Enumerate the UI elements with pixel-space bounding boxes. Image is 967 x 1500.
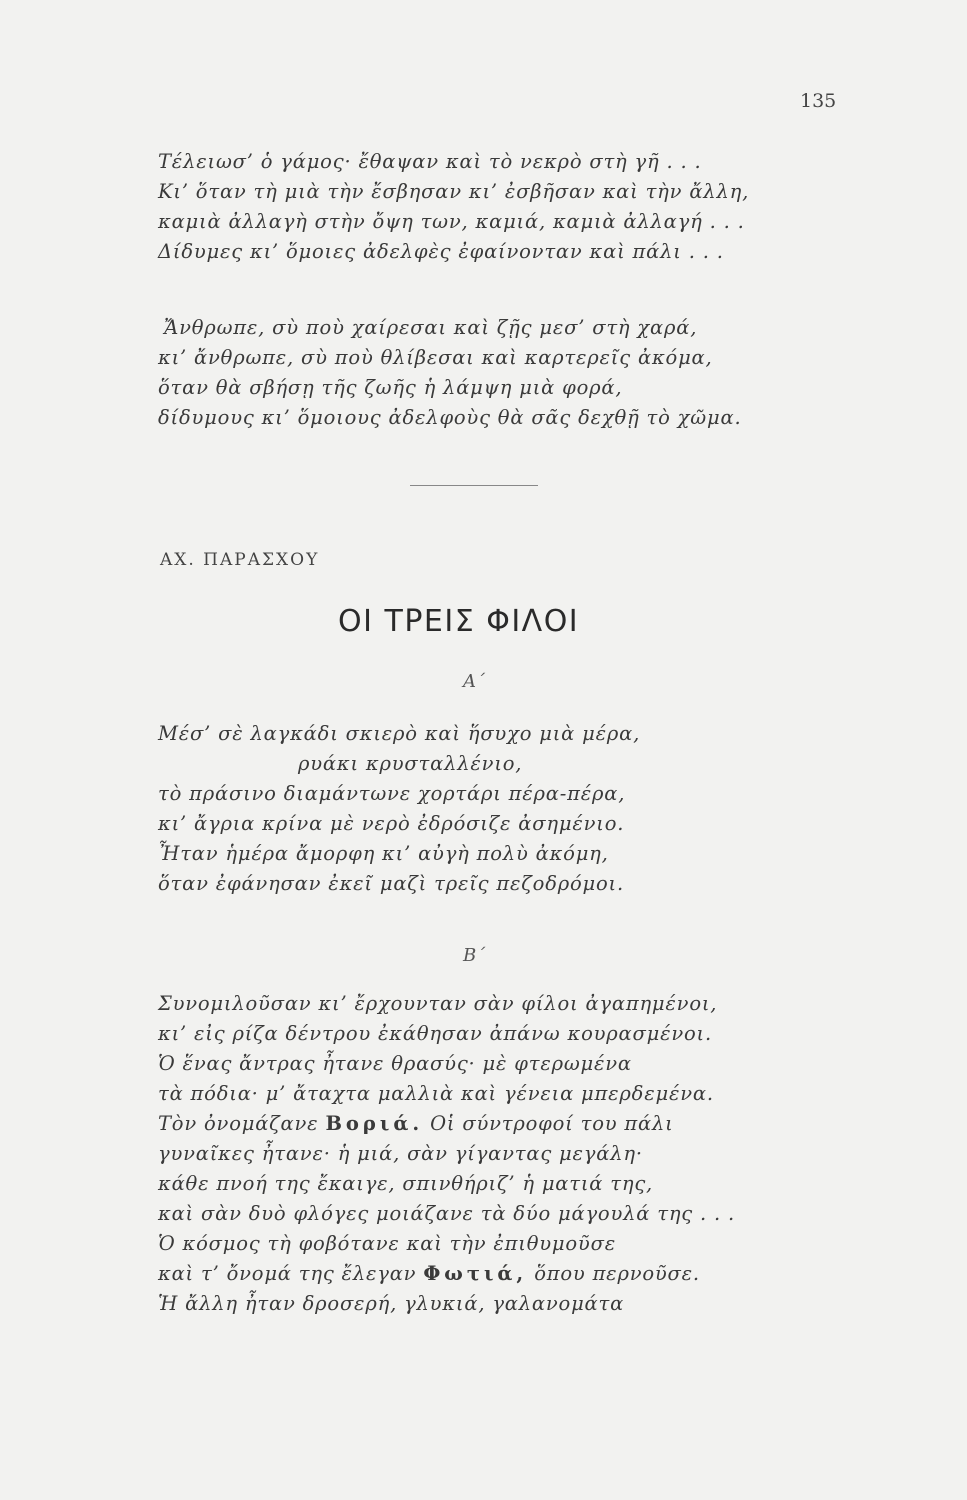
author-name: ΑΧ. ΠΑΡΑΣΧΟΥ <box>160 550 320 570</box>
verse-line <box>158 1259 735 1289</box>
part-a-marker: Α΄ <box>463 671 485 692</box>
emphasized-name: Βοριά. <box>325 1112 424 1135</box>
verse-line: καὶ σὰν δυὸ φλόγες μοιάζανε τὰ δύο μάγουλά της . . . <box>158 1202 736 1225</box>
verse-text: Οἱ σύντροφοί του πάλι <box>423 1112 674 1135</box>
verse-line: κι’ ἄγρια κρίνα μὲ νερὸ ἐδρόσιζε ἀσημένιο. <box>158 812 625 835</box>
verse-line: Ὁ κόσμος τὴ φοβότανε καὶ τὴν ἐπιθυμοῦσε <box>158 1232 616 1255</box>
emphasized-name: Φωτιά, <box>423 1262 528 1285</box>
verse-line: κι’ εἰς ρίζα δέντρου ἐκάθησαν ἀπάνω κουρασμένοι. <box>158 1022 712 1045</box>
verse-text: ὅπου περνοῦσε. <box>527 1262 700 1285</box>
section-divider <box>410 485 538 486</box>
verse-line: γυναῖκες ἦτανε· ἡ μιά, σὰν γίγαντας μεγάλη· <box>158 1142 643 1165</box>
verse-line: ὅταν θὰ σβήσῃ τῆς ζωῆς ἡ λάμψη μιὰ φορά, <box>158 376 623 399</box>
verse-line: Κι’ ὅταν τὴ μιὰ τὴν ἔσβησαν κι’ ἐσβῆσαν καὶ τὴν ἄλλη, <box>158 180 750 203</box>
verse-line: ὅταν ἐφάνησαν ἐκεῖ μαζὶ τρεῖς πεζοδρόμοι. <box>158 872 624 895</box>
verse-text: καὶ τ’ ὄνομά της ἔλεγαν <box>158 1262 424 1285</box>
verse-line: Τέλειωσ’ ὁ γάμος· ἔθαψαν καὶ τὸ νεκρὸ στὴ γῆ . . . <box>158 150 702 173</box>
poem-stanza-2 <box>158 313 741 433</box>
verse-line: Μέσ’ σὲ λαγκάδι σκιερὸ καὶ ἥσυχο μιὰ μέρα, <box>158 722 641 745</box>
verse-line: καμιὰ ἀλλαγὴ στὴν ὄψη των, καμιά, καμιὰ ἀλλαγή . . . <box>158 210 745 233</box>
verse-line: Ἦταν ἡμέρα ἄμορφη κι’ αὐγὴ πολὺ ἀκόμη, <box>158 842 609 865</box>
verse-line: Δίδυμες κι’ ὅμοιες ἀδελφὲς ἐφαίνονταν καὶ πάλι . . . <box>158 240 724 263</box>
part-a-stanza <box>158 719 640 899</box>
poem-stanza-1 <box>158 147 749 267</box>
verse-line: Ὁ ἕνας ἄντρας ἦτανε θρασύς· μὲ φτερωμένα <box>158 1052 632 1075</box>
part-b-marker: Β΄ <box>463 945 486 966</box>
verse-line: δίδυμους κι’ ὅμοιους ἀδελφοὺς θὰ σᾶς δεχθῇ τὸ χῶμα. <box>158 406 742 429</box>
verse-line: Ἡ ἄλλη ἦταν δροσερή, γλυκιά, γαλανομάτα <box>158 1292 625 1315</box>
verse-text: Τὸν ὀνομάζανε <box>158 1112 326 1135</box>
verse-line: τὰ πόδια· μ’ ἄταχτα μαλλιὰ καὶ γένεια μπερδεμένα. <box>158 1082 714 1105</box>
poem-title: ΟΙ ΤΡΕΙΣ ΦΙΛΟΙ <box>338 604 580 639</box>
verse-line: ρυάκι κρυσταλλένιο, <box>298 752 523 775</box>
part-b-stanza <box>158 989 735 1319</box>
verse-line <box>158 1109 735 1139</box>
verse-line: Συνομιλοῦσαν κι’ ἔρχουνταν σὰν φίλοι ἀγαπημένοι, <box>158 992 718 1015</box>
verse-line: κι’ ἄνθρωπε, σὺ ποὺ θλίβεσαι καὶ καρτερεῖς ἀκόμα, <box>158 346 713 369</box>
verse-line: Ἄνθρωπε, σὺ ποὺ χαίρεσαι καὶ ζῇς μεσ’ στὴ χαρά, <box>164 316 698 339</box>
verse-line: τὸ πράσινο διαμάντωνε χορτάρι πέρα-πέρα, <box>158 782 626 805</box>
page-number: 135 <box>800 90 837 112</box>
verse-line: κάθε πνοή της ἔκαιγε, σπινθήριζ’ ἡ ματιά της, <box>158 1172 654 1195</box>
